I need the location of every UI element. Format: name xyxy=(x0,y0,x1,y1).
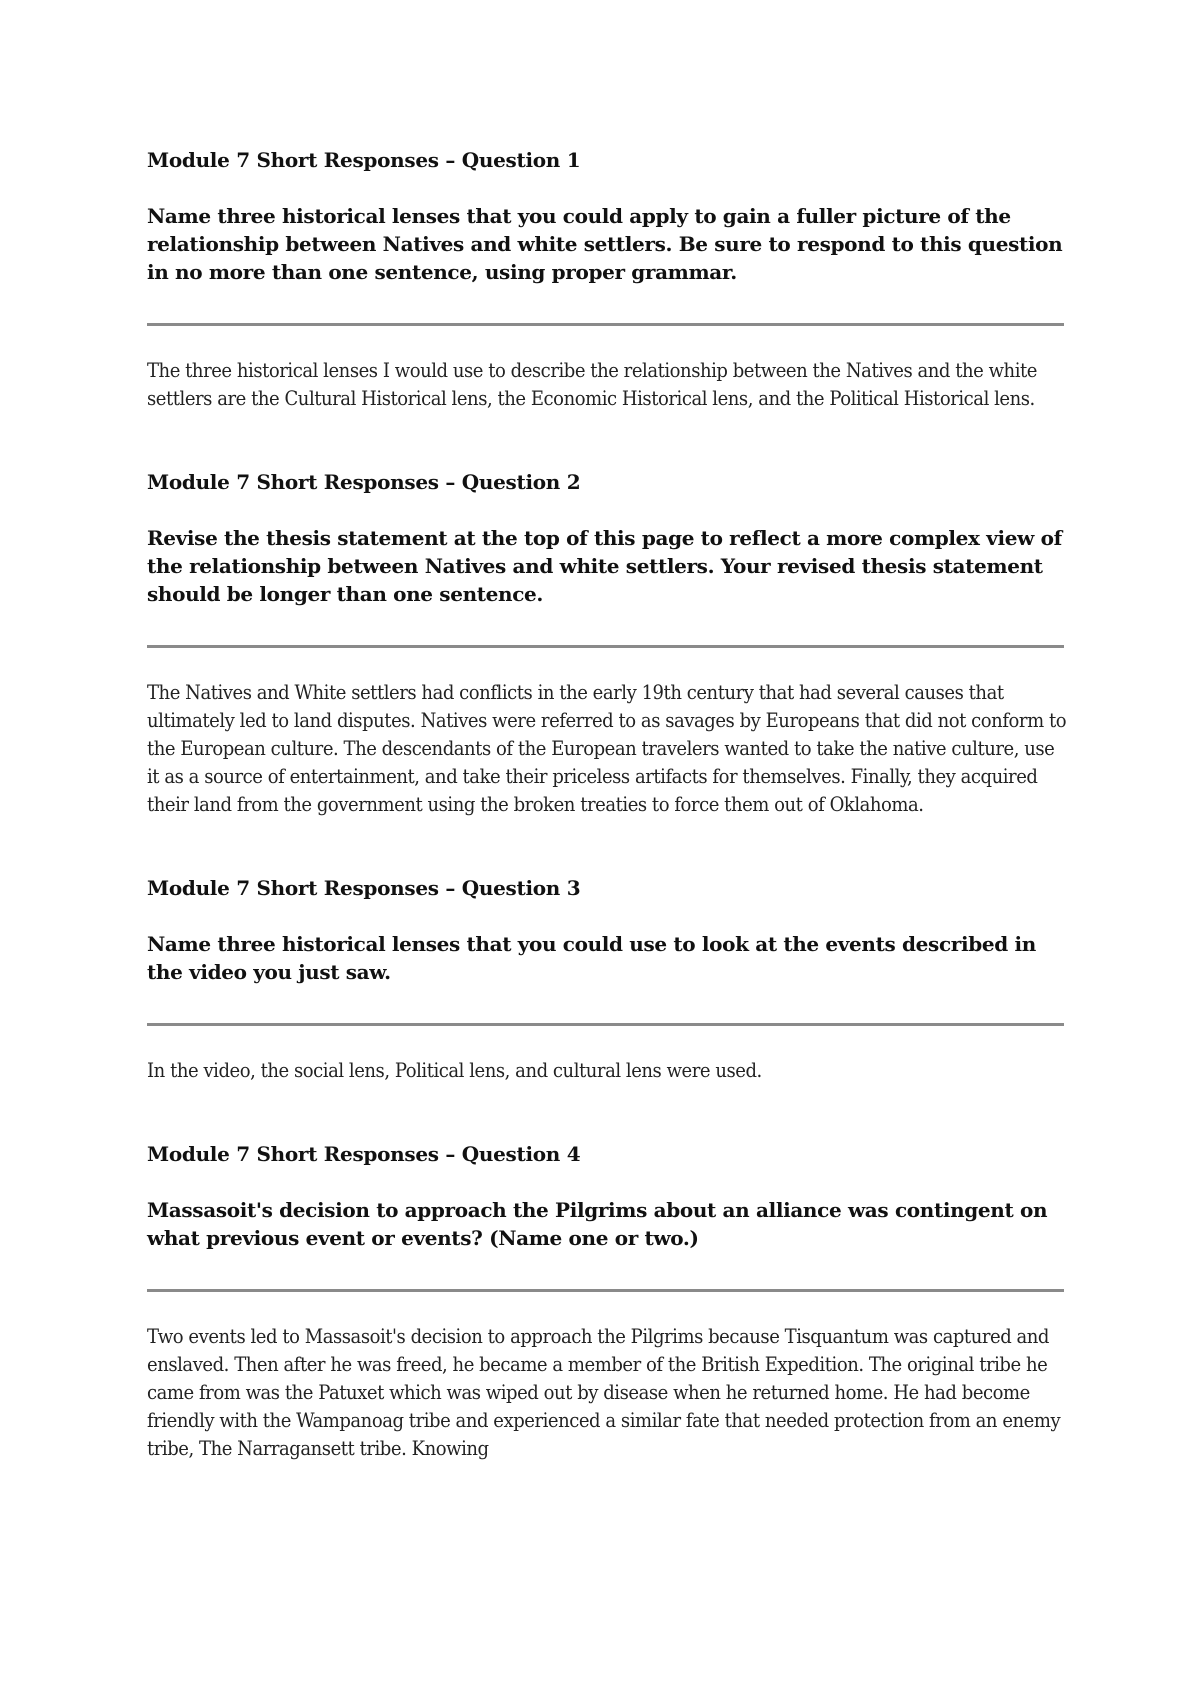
question-1-divider xyxy=(147,323,1064,326)
question-3-heading: Module 7 Short Responses – Question 3 xyxy=(147,876,581,900)
question-4-section xyxy=(147,1140,1067,1462)
question-1-heading: Module 7 Short Responses – Question 1 xyxy=(147,148,581,172)
question-2-answer: The Natives and White settlers had conflicts in the early 19th century that had several causes that ultimately led to land disputes. Natives were referred to as savages by Europeans that did not conform to the European culture. The descendants of the European travelers wanted to take the native culture, use it as a source of entertainment, and take their priceless artifacts for themselves. Finally, they acquired their land from the government using the broken treaties to force them out of Oklahoma. xyxy=(147,680,1067,816)
question-4-prompt: Massasoit's decision to approach the Pilgrims about an alliance was contingent on what previous event or events? (Name one or two.) xyxy=(147,1198,1048,1250)
question-1-prompt: Name three historical lenses that you could apply to gain a fuller picture of the relationship between Natives and white settlers. Be sure to respond to this question in no more than one sentence, using proper grammar. xyxy=(147,204,1063,284)
question-2-divider xyxy=(147,645,1064,648)
question-1-section xyxy=(147,146,1067,412)
question-3-answer: In the video, the social lens, Political lens, and cultural lens were used. xyxy=(147,1058,762,1082)
document-page xyxy=(147,146,1067,1462)
question-3-section xyxy=(147,874,1067,1084)
question-4-divider xyxy=(147,1289,1064,1292)
question-4-heading: Module 7 Short Responses – Question 4 xyxy=(147,1142,581,1166)
question-2-heading: Module 7 Short Responses – Question 2 xyxy=(147,470,581,494)
question-2-prompt: Revise the thesis statement at the top of this page to reflect a more complex view of the relationship between Natives and white settlers. Your revised thesis statement should be longer than one sentence. xyxy=(147,526,1062,606)
question-1-answer: The three historical lenses I would use to describe the relationship between the Natives and the white settlers are the Cultural Historical lens, the Economic Historical lens, and the Political Historical lens. xyxy=(147,358,1037,410)
question-3-divider xyxy=(147,1023,1064,1026)
question-3-prompt: Name three historical lenses that you could use to look at the events described in the video you just saw. xyxy=(147,932,1036,984)
question-4-answer: Two events led to Massasoit's decision to approach the Pilgrims because Tisquantum was captured and enslaved. Then after he was freed, he became a member of the British Expedition. The original tribe he came from was the Patuxet which was wiped out by disease when he returned home. He had become friendly with the Wampanoag tribe and experienced a similar fate that needed protection from an enemy tribe, The Narragansett tribe. Knowing xyxy=(147,1324,1061,1460)
question-2-section xyxy=(147,468,1067,818)
